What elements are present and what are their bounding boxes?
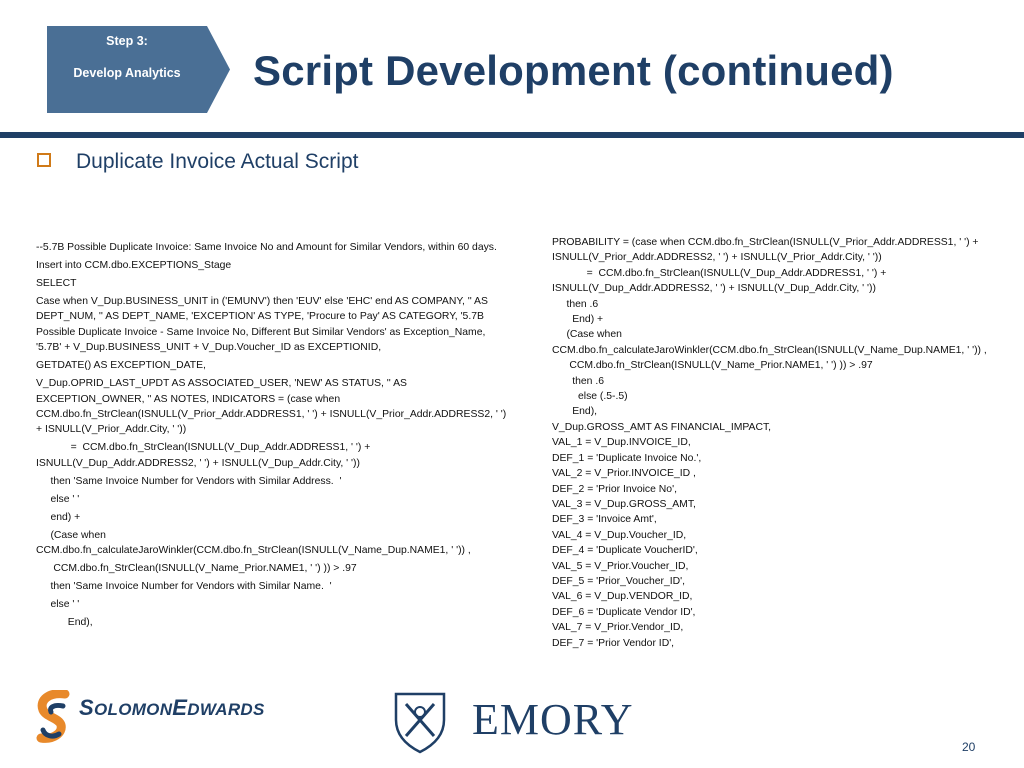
script-line: Insert into CCM.dbo.EXCEPTIONS_Stage: [36, 260, 232, 271]
script-line: DEF_5 = 'Prior_Voucher_ID',: [552, 575, 686, 587]
slide-title: Script Development (continued): [253, 47, 894, 94]
solomonedwards-wordmark: SOLOMONEDWARDS: [79, 695, 265, 720]
script-line: (Case when CCM.dbo.fn_calculateJaroWinkler(CCM.dbo.fn_StrClean(ISNULL(V_Name_Dup.NAME1, ' ')) ,: [552, 329, 987, 356]
script-line: DEF_4 = 'Duplicate VoucherID',: [552, 545, 698, 557]
script-line: else (.5-.5): [552, 391, 628, 403]
script-right-column: [552, 235, 992, 651]
script-line: GETDATE() AS EXCEPTION_DATE,: [36, 360, 206, 372]
step-badge: [47, 26, 230, 113]
script-line: VAL_1 = V_Dup.INVOICE_ID,: [552, 437, 691, 449]
script-line: end) +: [36, 511, 81, 523]
script-line: = CCM.dbo.fn_StrClean(ISNULL(V_Dup_Addr.ADDRESS1, ' ') + ISNULL(V_Dup_Addr.ADDRESS2, ' ') + ISNULL(V_Dup_Addr.City, ' ')): [36, 442, 374, 469]
script-line: PROBABILITY = (case when CCM.dbo.fn_StrClean(ISNULL(V_Prior_Addr.ADDRESS1, ' ') + ISNULL(V_Prior_Addr.ADDRESS2, ' ') + ISNULL(V_Prior_Addr.City, ' ')): [552, 237, 982, 264]
script-line: (Case when CCM.dbo.fn_calculateJaroWinkler(CCM.dbo.fn_StrClean(ISNULL(V_Name_Dup.NAME1, ' ')) ,: [36, 529, 471, 557]
script-line: CCM.dbo.fn_StrClean(ISNULL(V_Name_Prior.NAME1, ' ') )) > .97: [552, 360, 873, 372]
script-line: V_Dup.OPRID_LAST_UPDT AS ASSOCIATED_USER, 'NEW' AS STATUS, '' AS EXCEPTION_OWNER, '' AS NOTES, INDICATORS = (case when CCM.dbo.fn_StrClean(ISNULL(V_Prior_Addr.ADDRESS1, ' ') + ISNULL(V_Prior_Addr.ADDRESS2, ' ') + ISNULL(V_Prior_Addr.City, ' ')): [36, 378, 510, 436]
script-line: CCM.dbo.fn_StrClean(ISNULL(V_Name_Prior.NAME1, ' ') )) > .97: [36, 563, 357, 575]
script-line: DEF_2 = 'Prior Invoice No',: [552, 483, 677, 495]
script-line: VAL_7 = V_Prior.Vendor_ID,: [552, 622, 684, 634]
script-line: End) +: [552, 314, 604, 326]
script-line: VAL_6 = V_Dup.VENDOR_ID,: [552, 591, 693, 603]
script-line: VAL_2 = V_Prior.INVOICE_ID ,: [552, 468, 696, 480]
emory-logo: [392, 690, 634, 754]
solomonedwards-s-icon: [35, 690, 75, 746]
script-line: DEF_7 = 'Prior Vendor ID',: [552, 637, 675, 649]
script-line: VAL_5 = V_Prior.Voucher_ID,: [552, 560, 689, 572]
checkbox-bullet-icon: [37, 153, 51, 167]
step-number: Step 3:: [106, 34, 148, 48]
script-line: VAL_3 = V_Dup.GROSS_AMT,: [552, 498, 696, 510]
script-line: then .6: [552, 375, 604, 387]
script-line: DEF_6 = 'Duplicate Vendor ID',: [552, 606, 696, 618]
script-line: DEF_3 = 'Invoice Amt',: [552, 514, 657, 526]
script-line: V_Dup.GROSS_AMT AS FINANCIAL_IMPACT,: [552, 421, 772, 433]
script-line: End),: [36, 617, 93, 629]
script-line: VAL_4 = V_Dup.Voucher_ID,: [552, 529, 687, 541]
script-line: Case when V_Dup.BUSINESS_UNIT in ('EMUNV') then 'EUV' else 'EHC' end AS COMPANY, '' AS DEPT_NUM, '' AS DEPT_NAME, 'EXCEPTION' AS TYPE, 'Procure to Pay' AS CATEGORY, '5.7B Possible Duplicate Invoice - Same Invoice No, Different But Similar Vendors' as Exception_Name, '5.7B' + V_Dup.BUSINESS_UNIT + V_Dup.Voucher_ID as EXCEPTIONID,: [36, 296, 491, 354]
script-line: then 'Same Invoice Number for Vendors with Similar Name. ': [36, 581, 332, 593]
emory-shield-icon: [392, 690, 448, 754]
script-line: SELECT: [36, 278, 77, 289]
script-line: then .6: [552, 298, 599, 310]
script-line: then 'Same Invoice Number for Vendors with Similar Address. ': [36, 475, 342, 487]
title-divider: [0, 132, 1024, 138]
script-line: DEF_1 = 'Duplicate Invoice No.',: [552, 452, 702, 464]
script-left-column: [36, 240, 512, 631]
script-line: else ' ': [36, 493, 80, 505]
script-line: else ' ': [36, 599, 80, 611]
page-number: 20: [962, 740, 976, 754]
script-line: End),: [552, 406, 598, 418]
step-label: Develop Analytics: [73, 66, 181, 80]
script-line: --5.7B Possible Duplicate Invoice: Same Invoice No and Amount for Similar Vendors, within 60 days.: [36, 242, 497, 253]
solomonedwards-logo: [35, 690, 295, 746]
emory-wordmark: EMORY: [472, 695, 634, 744]
bullet-heading: Duplicate Invoice Actual Script: [76, 150, 359, 173]
script-line: = CCM.dbo.fn_StrClean(ISNULL(V_Dup_Addr.ADDRESS1, ' ') + ISNULL(V_Dup_Addr.ADDRESS2, ' ') + ISNULL(V_Dup_Addr.City, ' ')): [552, 267, 890, 295]
